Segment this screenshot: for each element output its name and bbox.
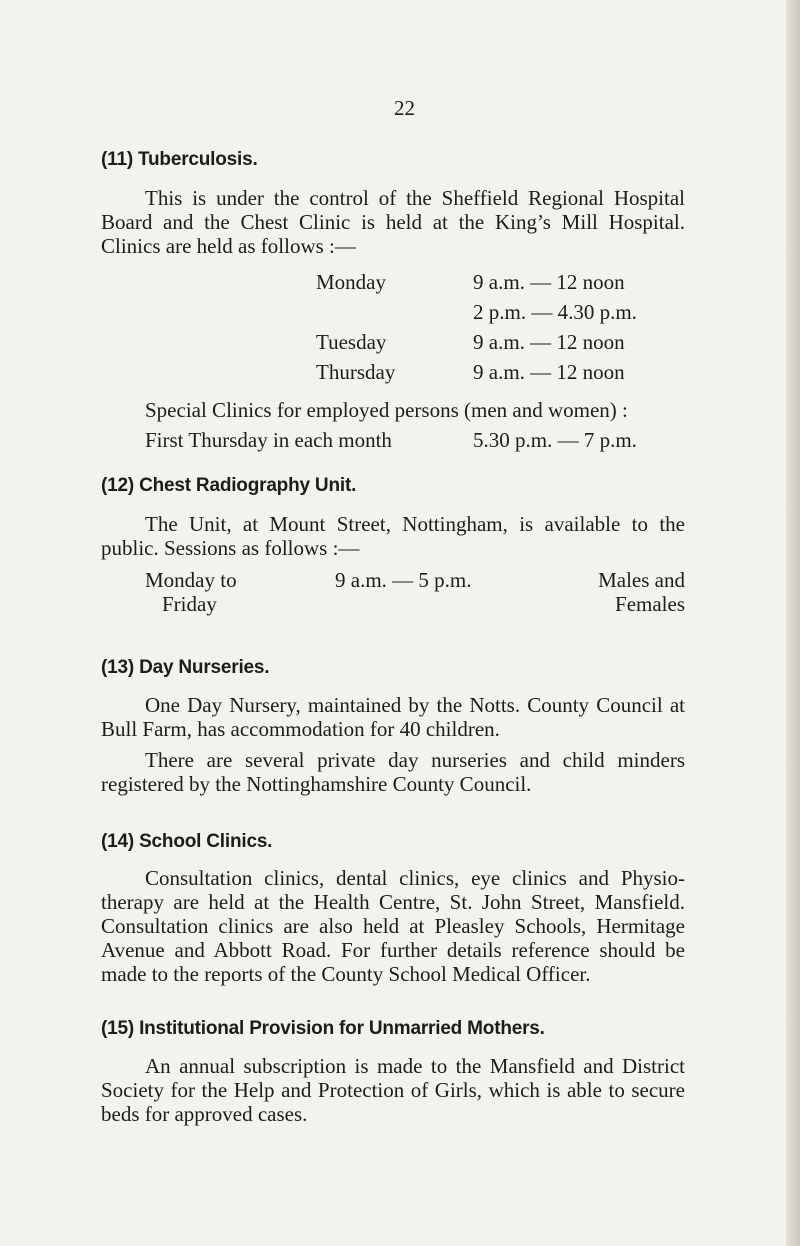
radiography-who-1: Males and xyxy=(598,568,685,592)
schedule-time-thursday: 9 a.m. — 12 noon xyxy=(473,360,625,384)
section-12-heading: (12) Chest Radiography Unit. xyxy=(101,475,357,496)
special-clinics-line: Special Clinics for employed persons (men and women) : xyxy=(145,398,628,422)
section-11-heading: (11) Tuberculosis. xyxy=(101,149,258,170)
radiography-time: 9 a.m. — 5 p.m. xyxy=(335,568,472,592)
section-13-paragraph-2: There are several private day nurseries and child minders registered by the Nottinghamshire County Council. xyxy=(101,748,685,796)
schedule-day-thursday: Thursday xyxy=(316,360,396,384)
schedule-time-tuesday: 9 a.m. — 12 noon xyxy=(473,330,625,354)
section-12-intro: The Unit, at Mount Street, Nottingham, is available to the public. Sessions as follows :— xyxy=(101,512,685,560)
schedule-time-monday-pm: 2 p.m. — 4.30 p.m. xyxy=(473,300,637,324)
radiography-days-2: Friday xyxy=(162,592,217,616)
schedule-day-tuesday: Tuesday xyxy=(316,330,387,354)
section-14-heading: (14) School Clinics. xyxy=(101,831,273,852)
special-clinics-time: 5.30 p.m. — 7 p.m. xyxy=(473,428,637,452)
section-14-paragraph: Consultation clinics, dental clinics, eye clinics and Physio-therapy are held at the Health Centre, St. John Street, Mansfield. Consultation clinics are also held at Pleasley Schools, Hermitage Avenue and Abbott Road. For further details reference should be made to the reports of the County School Medical Officer. xyxy=(101,866,685,986)
section-13-heading: (13) Day Nurseries. xyxy=(101,657,270,678)
section-11-intro: This is under the control of the Sheffield Regional Hospital Board and the Chest Clinic is held at the King’s Mill Hospital. Clinics are held as follows :— xyxy=(101,186,685,258)
schedule-day-monday: Monday xyxy=(316,270,386,294)
page-edge-shadow xyxy=(786,0,800,1246)
radiography-who-2: Females xyxy=(615,592,685,616)
schedule-time-monday-am: 9 a.m. — 12 noon xyxy=(473,270,625,294)
section-13-paragraph-1: One Day Nursery, maintained by the Notts. County Council at Bull Farm, has accommodation for 40 children. xyxy=(101,693,685,741)
section-15-paragraph: An annual subscription is made to the Mansfield and District Society for the Help and Protection of Girls, which is able to secure beds for approved cases. xyxy=(101,1054,685,1126)
page-number: 22 xyxy=(394,96,415,120)
special-clinics-when: First Thursday in each month xyxy=(145,428,392,452)
section-15-heading: (15) Institutional Provision for Unmarried Mothers. xyxy=(101,1018,545,1039)
radiography-days-1: Monday to xyxy=(145,568,237,592)
